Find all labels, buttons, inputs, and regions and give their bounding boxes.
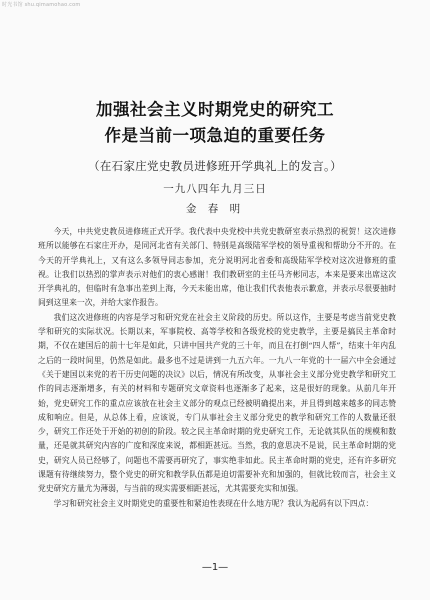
watermark-text: 时光书馆 shu.qimamohao.com — [2, 2, 81, 8]
speech-date: 一九八四年九月三日 — [163, 183, 267, 195]
document-title-line-2: 作是当前一项急迫的重要任务 — [104, 126, 326, 145]
document-subtitle: （在石家庄党史教员进修班开学典礼上的发言。） — [88, 159, 342, 173]
body-paragraph: 今天，中共党史教员进修班正式开学。我代表中央党校中共党史教研室表示热烈的祝贺！这次进修班所以能够在石家庄开办，是同河北省有关部门、特别是高级陆军学校的领导重视和帮助分不开的。在今天的开学典礼上，又有这么多领导同志参加，充分说明河北省委和高级陆军学校对这次进修班的重视。让我们以热烈的掌声表示对他们的衷心感谢！我们教研室的主任马齐彬同志，本来是要来出席这次开学典礼的，但临时有急事出差到上海，今天未能出席，他让我们代表他表示歉意，并表示尽很要抽时间到这里来一次，并给大家作报告。 — [38, 227, 396, 308]
body-paragraph: 我们这次进修班的内容是学习和研究党在社会主义阶段的历史。所以这作，主要是考虑当前党史教学和研究的实际状况。长期以来，军事院校、高等学校和各级党校的党史教学，主要是搞民主革命时期，不仅在建国后的前十七年是如此，只讲中国共产党的三十年，而且在打倒“四人帮”，结束十年内乱之后的一段时间里，仍然是如此。最多也不过是讲到一九五六年。一九八一年党的十一届六中全会通过《关于建国以来党的若干历史问题的决议》以后，情况有所改变，从事社会主义部分党史教学和研究工作的同志逐渐增多，有关的材料和专题研究文章资料也逐渐多了起来，这是很好的现象。从前几年开始，党史研究工作的重点应该放在社会主义部分的观点已经被明确提出来，并且得到越来越多的同志赞成和响应。但是，从总体上看，应该说，专门从事社会主义部分党史的教学和研究工作的人数量还很少，研究工作还处于开始的初创的阶段。较之民主革命时期的党史研究工作，无论就其队伍的规模和数量，还是就其研究内容的广度和深度来说，都相距甚远。当然，我的意思决不是说，民主革命时期的党史，研究人员已经够了，问题也不需要再研究了，事实绝非如此。民主革命时期的党史，还有许多研究课题有待继续努力，整个党史的研究和教学队伍都是迫切需要补充和加强的，但就比较而言，社会主义党史研究方量尤为薄弱，与当前的现实需要相距甚远，尤其需要充实和加强。 — [38, 312, 396, 494]
page-number: —1— — [201, 562, 229, 573]
document-title-line-1: 加强社会主义时期党史的研究工 — [96, 100, 334, 119]
body-paragraph: 学习和研究社会主义时期党史的重要性和紧迫性表现在什么地方呢？我认为起码有以下四点： — [53, 498, 374, 508]
document-body — [38, 225, 396, 511]
author-name: 金 春 明 — [185, 203, 245, 215]
